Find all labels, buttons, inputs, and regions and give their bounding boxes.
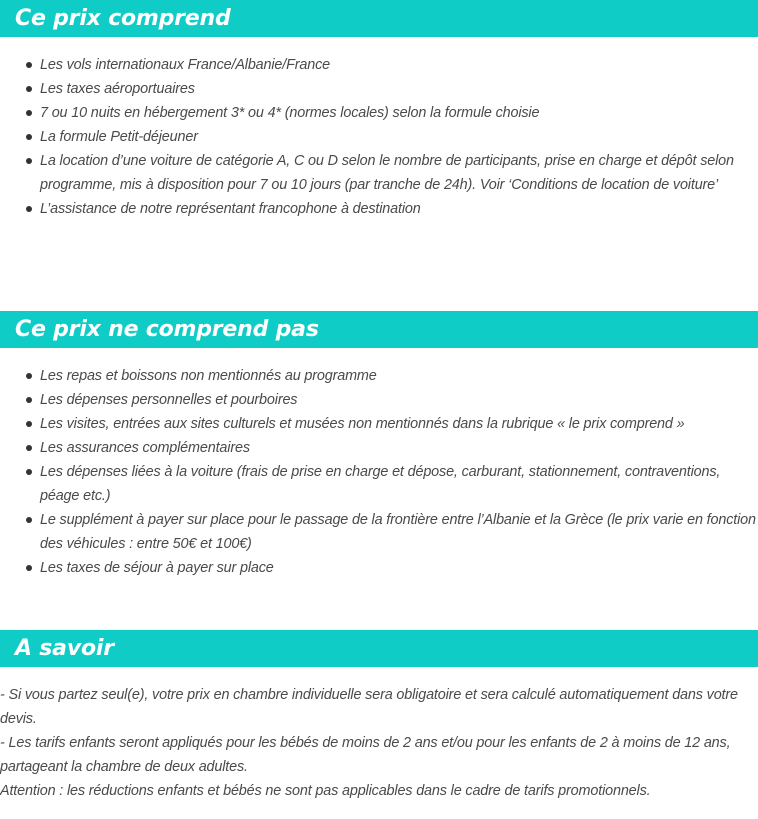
list-item: L’assistance de notre représentant francophone à destination [40, 197, 758, 221]
list-item: Le supplément à payer sur place pour le passage de la frontière entre l’Albanie et la Grèce (le prix varie en fonction des véhicules : entre 50€ et 100€) [40, 508, 758, 556]
excluded-list [0, 364, 758, 580]
info-section-title: A savoir [15, 636, 114, 661]
list-item: Les taxes de séjour à payer sur place [40, 556, 758, 580]
list-item: La location d’une voiture de catégorie A, C ou D selon le nombre de participants, prise en charge et dépôt selon programme, mis à disposition pour 7 ou 10 jours (par tranche de 24h). Voir ‘Conditions de location de voiture’ [40, 149, 758, 197]
included-section-title: Ce prix comprend [15, 6, 231, 31]
list-item: Les dépenses personnelles et pourboires [40, 388, 758, 412]
list-item: 7 ou 10 nuits en hébergement 3* ou 4* (normes locales) selon la formule choisie [40, 101, 758, 125]
single-room-note: - Si vous partez seul(e), votre prix en chambre individuelle sera obligatoire et sera calculé automatiquement dans votre devis. [0, 687, 738, 727]
info-section-header [0, 630, 758, 667]
included-list [0, 53, 758, 221]
list-item: Les taxes aéroportuaires [40, 77, 758, 101]
list-item: Les dépenses liées à la voiture (frais de prise en charge et dépose, carburant, stationnement, contraventions, péage etc.) [40, 460, 758, 508]
list-item: Les assurances complémentaires [40, 436, 758, 460]
excluded-section-title: Ce prix ne comprend pas [15, 317, 319, 342]
list-item: La formule Petit-déjeuner [40, 125, 758, 149]
child-rates-note: - Les tarifs enfants seront appliqués pour les bébés de moins de 2 ans et/ou pour les enfants de 2 à moins de 12 ans, partageant la chambre de deux adultes. [0, 735, 731, 775]
list-item: Les vols internationaux France/Albanie/France [40, 53, 758, 77]
list-item: Les repas et boissons non mentionnés au programme [40, 364, 758, 388]
included-section-header [0, 0, 758, 37]
excluded-section-header [0, 311, 758, 348]
list-item: Les visites, entrées aux sites culturels et musées non mentionnés dans la rubrique « le prix comprend » [40, 412, 758, 436]
promotion-warning-note: Attention : les réductions enfants et bébés ne sont pas applicables dans le cadre de tarifs promotionnels. [0, 783, 651, 799]
